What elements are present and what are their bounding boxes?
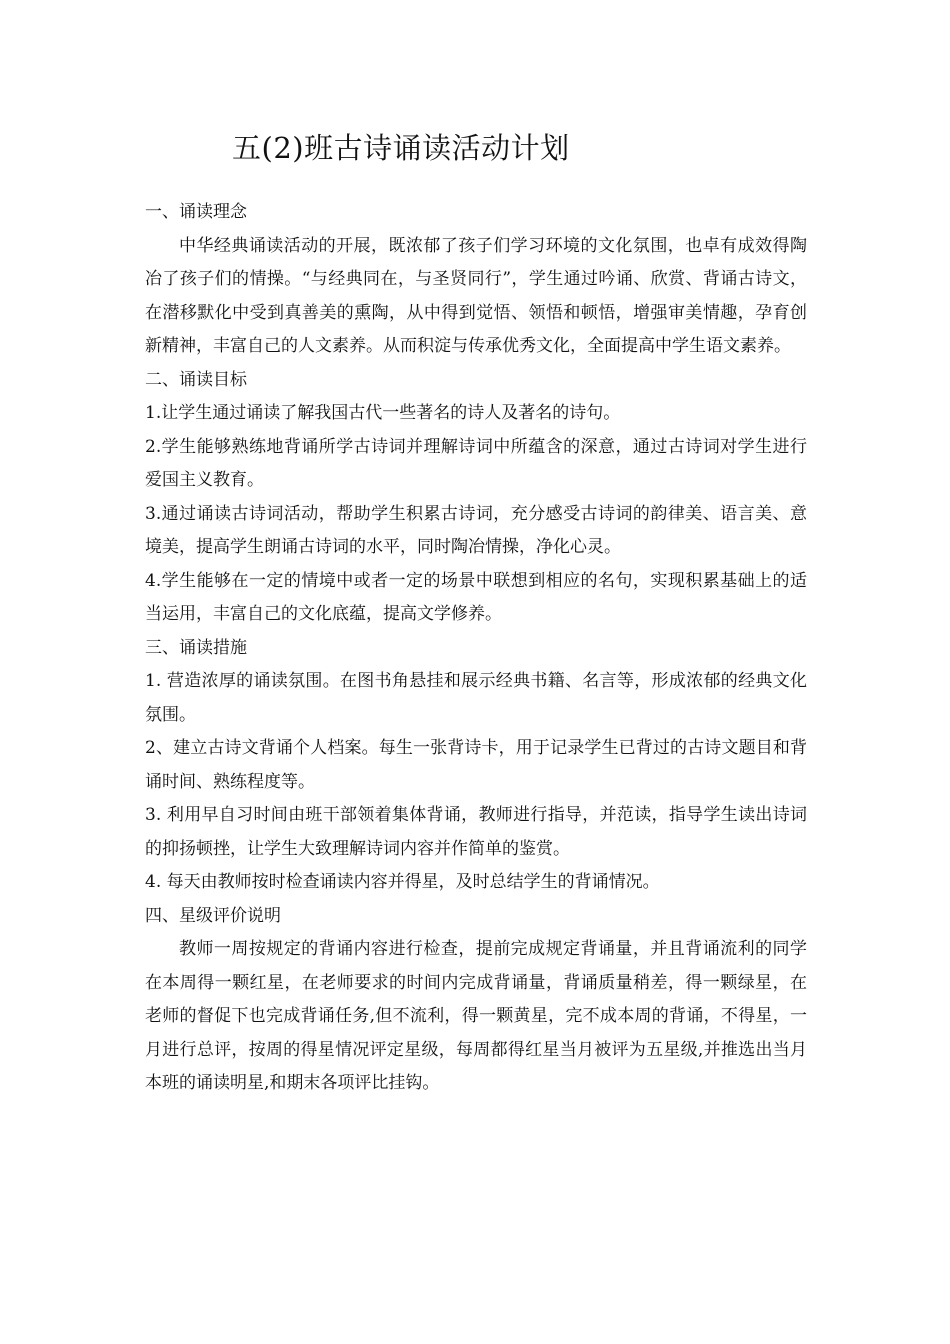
document-title: 五(2)班古诗诵读活动计划 — [232, 131, 570, 165]
measure-item-4: 4. 每天由教师按时检查诵读内容并得星，及时总结学生的背诵情况。 — [145, 872, 660, 892]
goal-item-3: 3.通过诵读古诗词活动，帮助学生积累古诗词，充分感受古诗词的韵律美、语言美、意境美，提高学生朗诵古诗词的水平，同时陶冶情操，净化心灵。 — [145, 503, 807, 557]
document-body — [145, 196, 807, 1101]
measure-item-1: 1. 营造浓厚的诵读氛围。在图书角悬挂和展示经典书籍、名言等，形成浓郁的经典文化氛围。 — [145, 671, 807, 725]
goal-item-2: 2.学生能够熟练地背诵所学古诗词并理解诗词中所蕴含的深意，通过古诗词对学生进行爱国主义教育。 — [145, 436, 807, 490]
measure-item-2: 2、建立古诗文背诵个人档案。每生一张背诗卡，用于记录学生已背过的古诗文题目和背诵时间、熟练程度等。 — [145, 738, 807, 792]
section-4-paragraph: 教师一周按规定的背诵内容进行检查，提前完成规定背诵量，并且背诵流利的同学在本周得一颗红星，在老师要求的时间内完成背诵量，背诵质量稍差，得一颗绿星，在老师的督促下也完成背诵任务,但不流利，得一颗黄星，完不成本周的背诵，不得星，一月进行总评，按周的得星情况评定星级，每周都得红星当月被评为五星级,并推选出当月本班的诵读明星,和期末各项评比挂钩。 — [145, 939, 807, 1093]
section-heading-2: 二、诵读目标 — [145, 369, 247, 390]
goal-item-4: 4.学生能够在一定的情境中或者一定的场景中联想到相应的名句，实现积累基础上的适当运用，丰富自己的文化底蕴，提高文学修养。 — [145, 570, 807, 624]
section-1-paragraph: 中华经典诵读活动的开展，既浓郁了孩子们学习环境的文化氛围，也卓有成效得陶冶了孩子们的情操。“与经典同在，与圣贤同行”，学生通过吟诵、欣赏、背诵古诗文，在潜移默化中受到真善美的熏陶，从中得到觉悟、领悟和顿悟，增强审美情趣，孕育创新精神，丰富自己的人文素养。从而积淀与传承优秀文化，全面提高中学生语文素养。 — [145, 235, 807, 356]
section-heading-3: 三、诵读措施 — [145, 637, 247, 658]
section-heading-1: 一、诵读理念 — [145, 202, 247, 222]
section-heading-4: 四、星级评价说明 — [145, 905, 281, 926]
goal-item-1: 1.让学生通过诵读了解我国古代一些著名的诗人及著名的诗句。 — [145, 403, 621, 423]
measure-item-3: 3. 利用早自习时间由班干部领着集体背诵，教师进行指导，并范读，指导学生读出诗词的抑扬顿挫，让学生大致理解诗词内容并作简单的鉴赏。 — [145, 805, 807, 859]
